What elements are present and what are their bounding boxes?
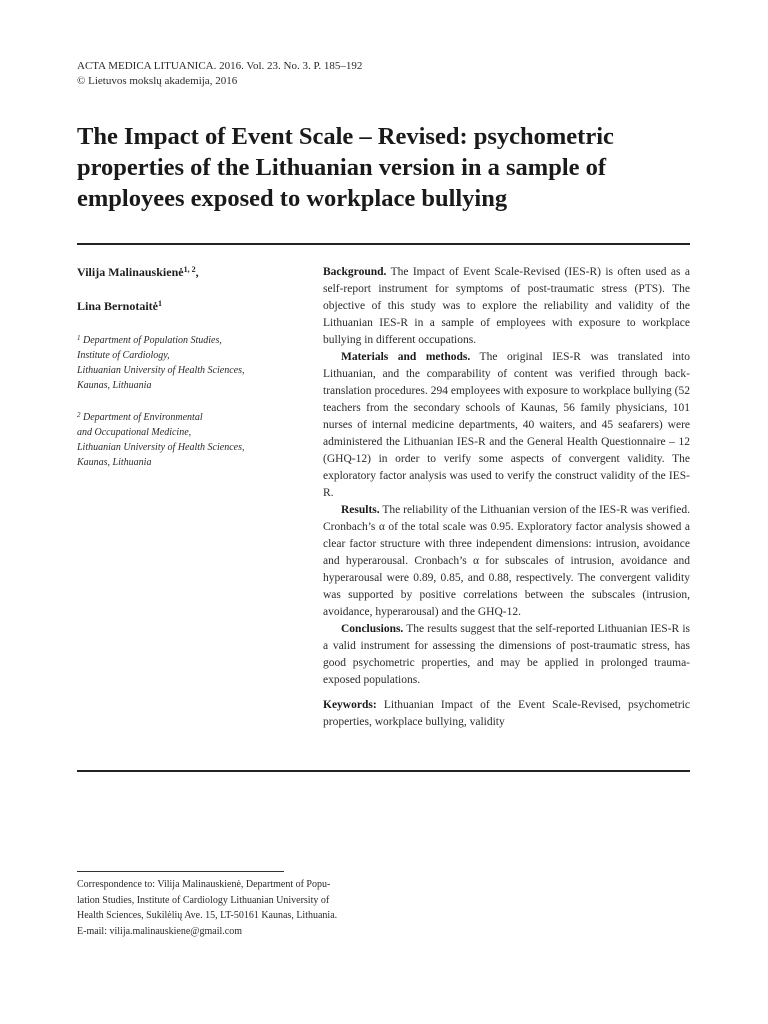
author-name: Vilija Malinauskienė xyxy=(77,265,184,279)
affiliation-superscript: 2 xyxy=(77,411,81,419)
abstract-methods: Materials and methods. The original IES-R was translated into Lithuanian, and the comparability of content was verified through back-translation procedures. 294 employees with exposure to workplace bullying (52 teachers from the secondary schools of Kaunas, 56 family physicians, 101 nurses of internal medicine departments, 40 waiters, and 45 seafarers) were administered the Lithuanian IES-R and the General Health Questionnaire – 12 (GHQ-12) in order to verify some aspects of convergent validity. The exploratory factor analysis was used to verify the construct validity of the IES-R. xyxy=(323,351,690,499)
abstract-background: Background. The Impact of Event Scale-Revised (IES-R) is often used as a self-report instrument for symptoms of post-traumatic stress (PTS). The objective of this study was to explore the reliability and validity of the Lithuanian IES-R in a sample of employees with exposure to workplace bullying in different occupations. xyxy=(323,266,690,346)
affiliation-superscript: 1 xyxy=(77,334,81,342)
article-title: The Impact of Event Scale – Revised: psychometric properties of the Lithuanian version in a sample of employees exposed to workplace bullying xyxy=(77,123,614,212)
author-2 xyxy=(77,299,302,314)
correspondence-email: E-mail: vilija.malinauskiene@gmail.com xyxy=(77,925,242,937)
correspondence-note: Correspondence to: Vilija Malinauskienė, Department of Popu- lation Studies, Institute of Cardiology Lithuanian University of Health Sciences, Sukilėlių Ave. 15, LT-50161 Kaunas, Lithuania. E-mail: vilija.malinauskiene@gmail.com xyxy=(77,877,382,939)
author-name: Lina Bernotaitė xyxy=(77,299,158,313)
journal-citation: ACTA MEDICA LITUANICA. 2016. Vol. 23. No. 3. P. 185–192 xyxy=(77,60,363,72)
abstract-divider xyxy=(77,770,690,772)
abstract xyxy=(323,264,690,731)
author-1: Vilija Malinauskienė$^{1, 2}$, xyxy=(77,265,199,279)
abstract-results: Results. The reliability of the Lithuanian version of the IES-R was verified. Cronbach’s α of the total scale was 0.95. Exploratory factor analysis showed a clear factor structure with three independent dimensions: intrusion, avoidance and hyperarousal. Cronbach’s α for subscales of intrusion, avoidance and hyperarousal were 0.89, 0.85, and 0.88, respectively. The convergent validity was supported by positive correlations between the subscales (intrusion, avoidance, hyperarousal) and the GHQ-12. xyxy=(323,504,690,618)
abstract-conclusions: Conclusions. The results suggest that the self-reported Lithuanian IES-R is a valid instrument for assessing the dimensions of post-traumatic stress, has good psychometric properties, and may be applied in prolonged trauma-exposed populations. xyxy=(323,623,691,686)
keywords: Keywords: Lithuanian Impact of the Event Scale-Revised, psychometric properties, workplace bullying, validity xyxy=(323,699,690,728)
affiliation-2: $^2$ Department of Environmental and Occupational Medicine, Lithuanian University of Health Sciences, Kaunas, Lithuania xyxy=(77,411,245,468)
author-column xyxy=(77,265,302,470)
author-superscript: 1, 2 xyxy=(183,265,196,274)
footnote-divider xyxy=(77,871,284,872)
affiliation-1: $^1$ Department of Population Studies, Institute of Cardiology, Lithuanian University of Health Sciences, Kaunas, Lithuania xyxy=(77,334,245,391)
journal-header xyxy=(77,59,362,89)
journal-copyright: © Lietuvos mokslų akademija, 2016 xyxy=(77,75,238,87)
author-superscript: 1 xyxy=(158,299,162,308)
title-divider xyxy=(77,243,690,245)
